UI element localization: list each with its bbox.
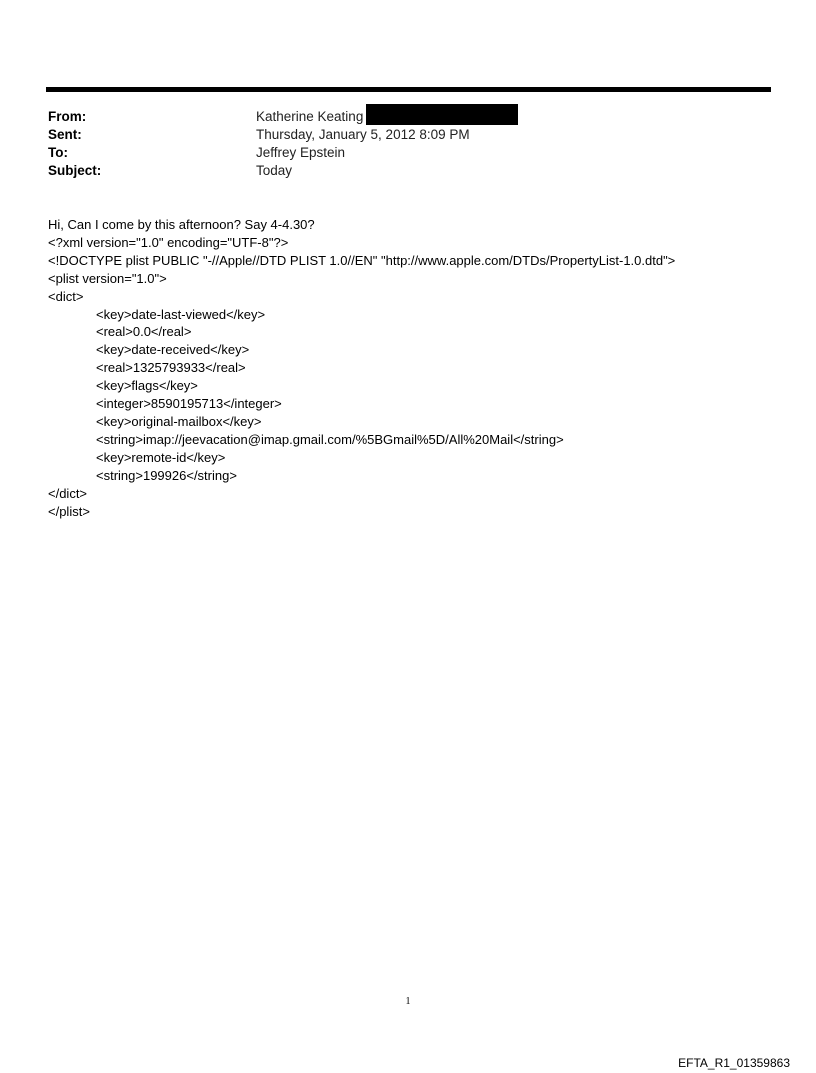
to-label: To: [48,145,68,160]
header-rule [46,87,771,92]
sent-value: Thursday, January 5, 2012 8:09 PM [256,127,470,142]
plist-open: <plist version="1.0"> [48,270,167,286]
plist-entry: <integer>8590195713</integer> [96,396,282,412]
plist-entry: <key>date-last-viewed</key> [96,306,266,322]
bates-number: EFTA_R1_01359863 [678,1056,790,1070]
to-row [48,144,748,162]
redaction-box [366,104,518,125]
plist-entry: <key>date-received</key> [96,342,250,358]
xml-declaration: <?xml version="1.0" encoding="UTF-8"?> [48,234,289,250]
doctype-line: <!DOCTYPE plist PUBLIC "-//Apple//DTD PLIST 1.0//EN" "http://www.apple.com/DTDs/PropertyList-1.0.dtd"> [48,252,676,268]
plist-close: </plist> [48,503,90,519]
plist-entry: <string>199926</string> [96,467,237,483]
sent-row [48,126,748,144]
plist-entry: <key>remote-id</key> [96,449,226,465]
subject-row [48,162,748,180]
body-message: Hi, Can I come by this afternoon? Say 4-4.30? [48,217,315,232]
dict-open: <dict> [48,288,84,304]
sent-label: Sent: [48,127,82,142]
dict-close: </dict> [48,485,88,501]
subject-label: Subject: [48,163,102,178]
from-row [48,108,748,126]
plist-entry: <real>1325793933</real> [96,360,246,376]
email-header [48,108,748,180]
plist-entry: <key>flags</key> [96,378,198,394]
plist-entry: <key>original-mailbox</key> [96,413,262,429]
page-number: 1 [405,996,411,1007]
plist-entry: <string>imap://jeevacation@imap.gmail.com/%5BGmail%5D/All%20Mail</string> [96,431,564,447]
from-label: From: [48,109,87,124]
plist-entry: <real>0.0</real> [96,324,192,340]
to-value: Jeffrey Epstein [256,145,346,160]
from-value: Katherine Keating [256,109,364,124]
subject-value: Today [256,163,293,178]
email-body [48,216,788,520]
